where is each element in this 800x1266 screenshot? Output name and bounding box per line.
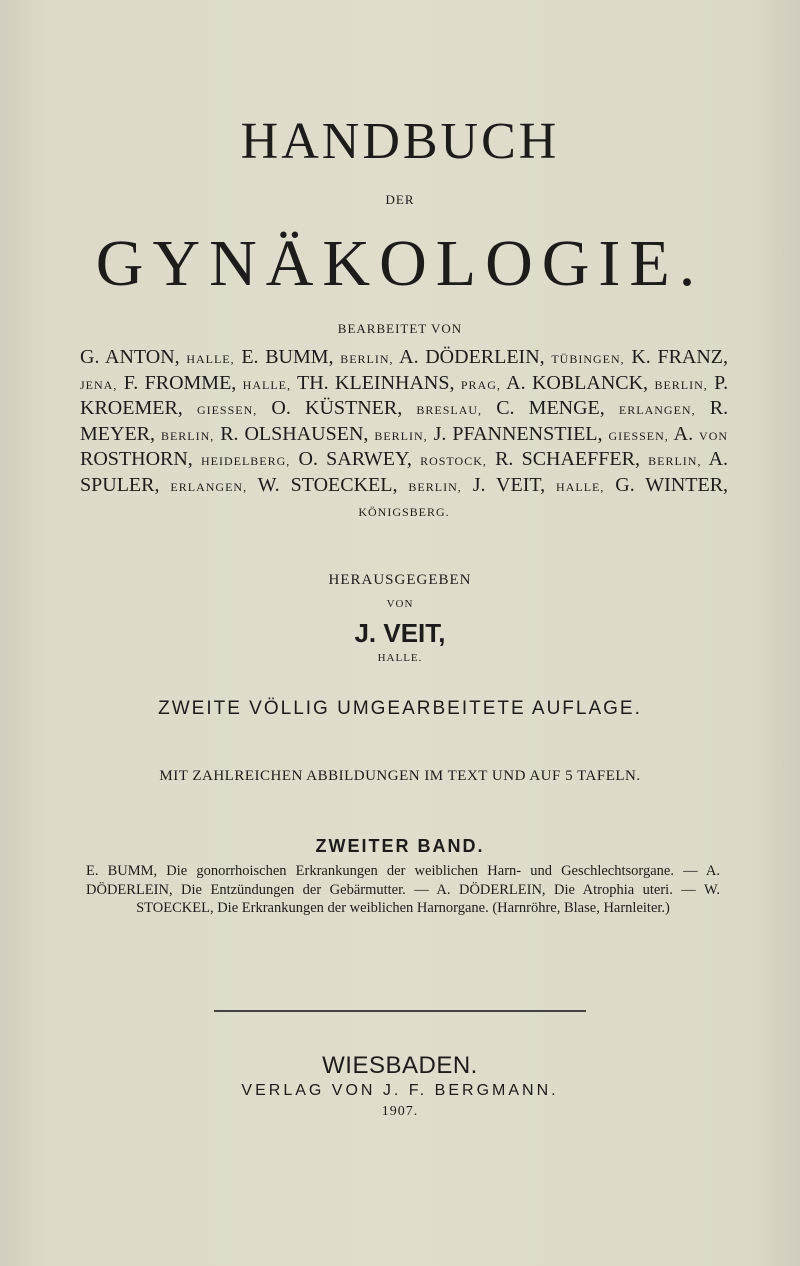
- author-place: VON: [699, 428, 729, 443]
- herausgegeben-label: HERAUSGEGEBEN: [328, 572, 472, 588]
- author-name: R. OLSHAUSEN,: [220, 422, 369, 445]
- author-name: ROSTHORN,: [80, 448, 193, 470]
- author-place: HALLE,: [556, 479, 605, 494]
- author-name: C. MENGE,: [496, 397, 605, 419]
- author-place: JENA,: [80, 377, 118, 392]
- title-der: DER: [385, 192, 415, 207]
- author-place: ERLANGEN,: [618, 403, 696, 417]
- author-place: BERLIN,: [408, 479, 462, 494]
- author-name: E. BUMM,: [241, 346, 334, 368]
- author-name: R. SCHAEFFER,: [495, 448, 640, 470]
- author-name: K. FRANZ,: [631, 346, 729, 368]
- editor-name: J. VEIT,: [354, 618, 446, 648]
- author-place: GIESSEN,: [608, 428, 669, 443]
- volume-title: ZWEITER BAND.: [315, 836, 485, 856]
- author-place: GIESSEN,: [196, 403, 258, 417]
- author-place: TÜBINGEN,: [551, 352, 625, 366]
- volume-contents: E. BUMM, Die gonorrhoischen Erkrankungen der weiblichen Harn- und Geschlechtsorgane. — A. DÖDERLEIN, Die Entzündungen der Gebärmutter. — A. DÖDERLEIN, Die Atrophia uteri. — W. STOECKEL, Die Erkrankungen der weiblichen Harnorgane. (Harnröhre, Blase, Harnleiter.): [86, 863, 720, 916]
- divider-rule: [214, 1010, 586, 1012]
- author-name: A. SPULER,: [80, 448, 729, 496]
- author-place: BRESLAU,: [416, 403, 483, 417]
- title-handbuch: HANDBUCH: [240, 113, 560, 170]
- author-place: HALLE,: [186, 352, 235, 366]
- publication-year: 1907.: [381, 1104, 419, 1119]
- author-place: ERLANGEN,: [170, 479, 248, 494]
- author-name: R. MEYER,: [80, 397, 729, 445]
- author-place: HEIDELBERG,: [200, 454, 291, 468]
- author-name: A.: [673, 422, 694, 445]
- author-place: BERLIN,: [648, 454, 702, 468]
- author-name: G. ANTON,: [80, 346, 180, 368]
- editor-place: HALLE.: [377, 652, 423, 664]
- publication-city: WIESBADEN.: [322, 1052, 478, 1079]
- von-label: VON: [386, 598, 414, 610]
- author-place: HALLE,: [242, 377, 291, 392]
- edition-statement: ZWEITE VÖLLIG UMGEARBEITETE AUFLAGE.: [158, 698, 642, 719]
- author-name: F. FROMME,: [123, 371, 237, 394]
- author-name: P. KROEMER,: [80, 371, 729, 419]
- author-place: BERLIN,: [340, 352, 394, 366]
- author-place: PRAG,: [460, 377, 501, 392]
- author-name: W. STOECKEL,: [257, 473, 398, 496]
- title-gynaekologie: GYNÄKOLOGIE.: [95, 227, 705, 300]
- author-name: A. DÖDERLEIN,: [399, 346, 545, 368]
- author-name: G. WINTER,: [615, 473, 729, 496]
- author-place: ROSTOCK,: [420, 454, 487, 468]
- author-place: KÖNIGSBERG.: [358, 505, 450, 519]
- author-name: O. KÜSTNER,: [271, 397, 403, 419]
- author-name: A. KOBLANCK,: [506, 371, 649, 394]
- author-name: TH. KLEINHANS,: [297, 371, 455, 394]
- author-name: J. VEIT,: [472, 473, 546, 496]
- publisher: VERLAG VON J. F. BERGMANN.: [241, 1082, 559, 1099]
- author-list: [80, 346, 728, 525]
- author-place: BERLIN,: [374, 428, 428, 443]
- author-name: O. SARWEY,: [298, 448, 412, 470]
- author-name: J. PFANNENSTIEL,: [433, 422, 603, 445]
- author-place: BERLIN,: [160, 428, 215, 443]
- bearbeitet-von: BEARBEITET VON: [337, 321, 463, 336]
- author-place: BERLIN,: [654, 377, 708, 392]
- illustrations-statement: MIT ZAHLREICHEN ABBILDUNGEN IM TEXT UND AUF 5 TAFELN.: [159, 768, 641, 784]
